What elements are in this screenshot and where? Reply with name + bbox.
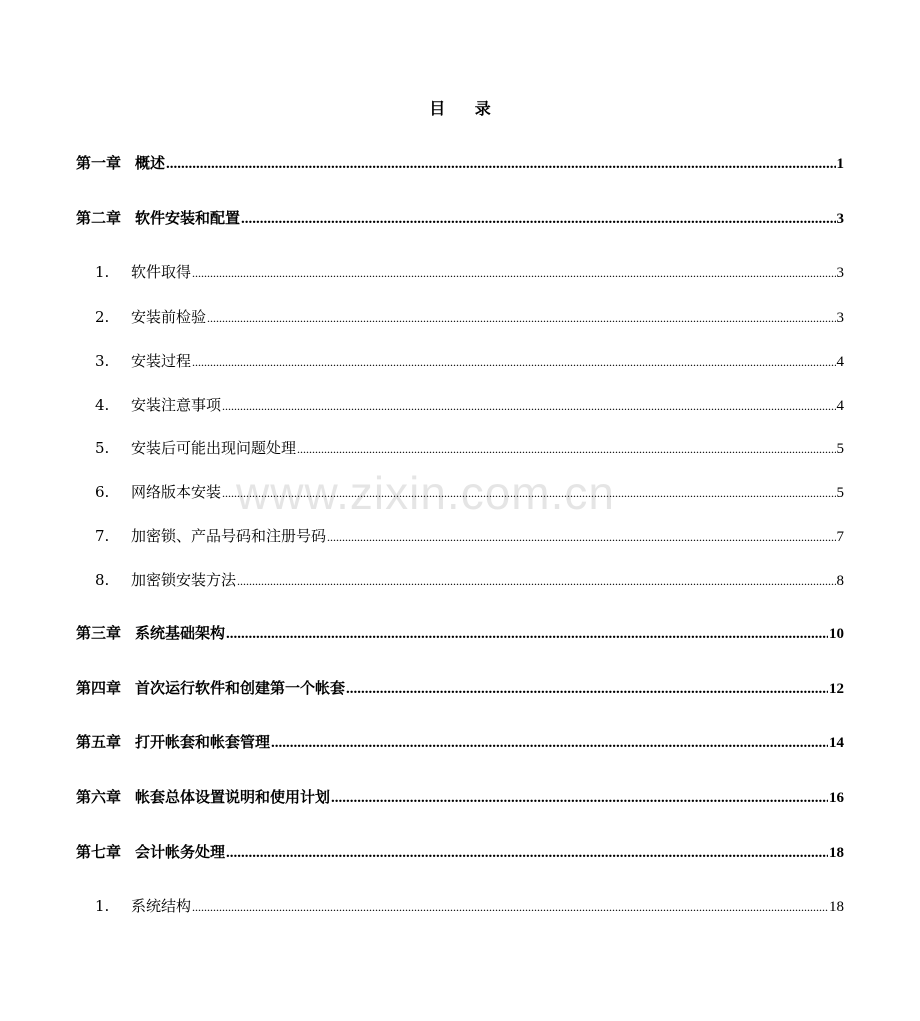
- page-number: 7: [836, 529, 844, 545]
- watermark: www.zixin.com.cn: [236, 467, 615, 519]
- chapter-number: 第三章: [76, 624, 122, 642]
- toc-section-7-1[interactable]: [95, 896, 844, 917]
- chapter-number: 第五章: [76, 733, 122, 751]
- page-number: 4: [836, 354, 844, 370]
- toc-section-2-2[interactable]: [95, 307, 844, 328]
- dot-leader: [327, 527, 835, 547]
- page-number: 18: [829, 899, 844, 915]
- chapter-title: 打开帐套和帐套管理: [135, 733, 271, 751]
- chapter-title: 软件安装和配置: [135, 209, 241, 227]
- page-number: 18: [829, 845, 844, 861]
- toc-section-2-6[interactable]: [95, 482, 844, 503]
- toc-section-2-4[interactable]: [95, 395, 844, 416]
- page-number: 16: [829, 790, 844, 806]
- section-title: 系统结构: [131, 897, 192, 915]
- dot-leader: [226, 624, 828, 644]
- dot-leader: [331, 788, 828, 808]
- section-title: 安装注意事项: [131, 396, 222, 414]
- section-number: 5.: [95, 439, 110, 457]
- section-title: 网络版本安装: [131, 483, 222, 501]
- toc-chapter-3[interactable]: [76, 623, 844, 644]
- section-number: 6.: [95, 483, 110, 501]
- toc-chapter-6[interactable]: [76, 787, 844, 808]
- chapter-title: 概述: [135, 154, 166, 172]
- chapter-title: 帐套总体设置说明和使用计划: [135, 788, 331, 806]
- page-number: 1: [836, 156, 844, 172]
- toc-section-2-5[interactable]: [95, 438, 844, 459]
- toc-chapter-2[interactable]: [76, 208, 844, 229]
- page-number: 4: [836, 398, 844, 414]
- section-title: 安装后可能出现问题处理: [131, 439, 297, 457]
- dot-leader: [297, 439, 835, 459]
- dot-leader: [192, 352, 835, 372]
- chapter-number: 第一章: [76, 154, 122, 172]
- section-number: 8.: [95, 571, 110, 589]
- page-number: 3: [836, 265, 844, 281]
- page-number: 8: [836, 573, 844, 589]
- dot-leader: [241, 209, 835, 229]
- toc-section-2-8[interactable]: [95, 570, 844, 591]
- section-title: 安装前检验: [131, 308, 207, 326]
- page-number: 3: [836, 211, 844, 227]
- chapter-number: 第六章: [76, 788, 122, 806]
- page-number: 5: [836, 485, 844, 501]
- toc-chapter-4[interactable]: [76, 678, 844, 699]
- toc-chapter-1[interactable]: [76, 153, 844, 174]
- dot-leader: [222, 396, 835, 416]
- dot-leader: [192, 897, 828, 917]
- dot-leader: [271, 733, 828, 753]
- section-number: 1.: [95, 897, 110, 915]
- page-number: 14: [829, 735, 844, 751]
- chapter-number: 第七章: [76, 843, 122, 861]
- section-number: 2.: [95, 308, 110, 326]
- section-number: 7.: [95, 527, 110, 545]
- page-title: 目 录: [429, 99, 503, 118]
- page-number: 10: [829, 626, 844, 642]
- section-title: 加密锁安装方法: [131, 571, 237, 589]
- page-number: 12: [829, 681, 844, 697]
- toc-section-2-3[interactable]: [95, 351, 844, 372]
- section-number: 3.: [95, 352, 110, 370]
- dot-leader: [226, 843, 828, 863]
- toc-chapter-7[interactable]: [76, 842, 844, 863]
- dot-leader: [166, 154, 835, 174]
- section-number: 4.: [95, 396, 110, 414]
- page-number: 3: [836, 310, 844, 326]
- dot-leader: [237, 571, 835, 591]
- dot-leader: [222, 483, 835, 503]
- section-title: 安装过程: [131, 352, 192, 370]
- toc-section-2-1[interactable]: [95, 262, 844, 283]
- section-title: 软件取得: [131, 263, 192, 281]
- chapter-title: 会计帐务处理: [135, 843, 226, 861]
- dot-leader: [346, 679, 828, 699]
- chapter-number: 第二章: [76, 209, 122, 227]
- section-number: 1.: [95, 263, 110, 281]
- toc-chapter-5[interactable]: [76, 732, 844, 753]
- dot-leader: [192, 263, 835, 283]
- chapter-title: 首次运行软件和创建第一个帐套: [135, 679, 346, 697]
- section-title: 加密锁、产品号码和注册号码: [131, 527, 327, 545]
- toc-section-2-7[interactable]: [95, 526, 844, 547]
- chapter-title: 系统基础架构: [135, 624, 226, 642]
- page-number: 5: [836, 441, 844, 457]
- chapter-number: 第四章: [76, 679, 122, 697]
- dot-leader: [207, 308, 835, 328]
